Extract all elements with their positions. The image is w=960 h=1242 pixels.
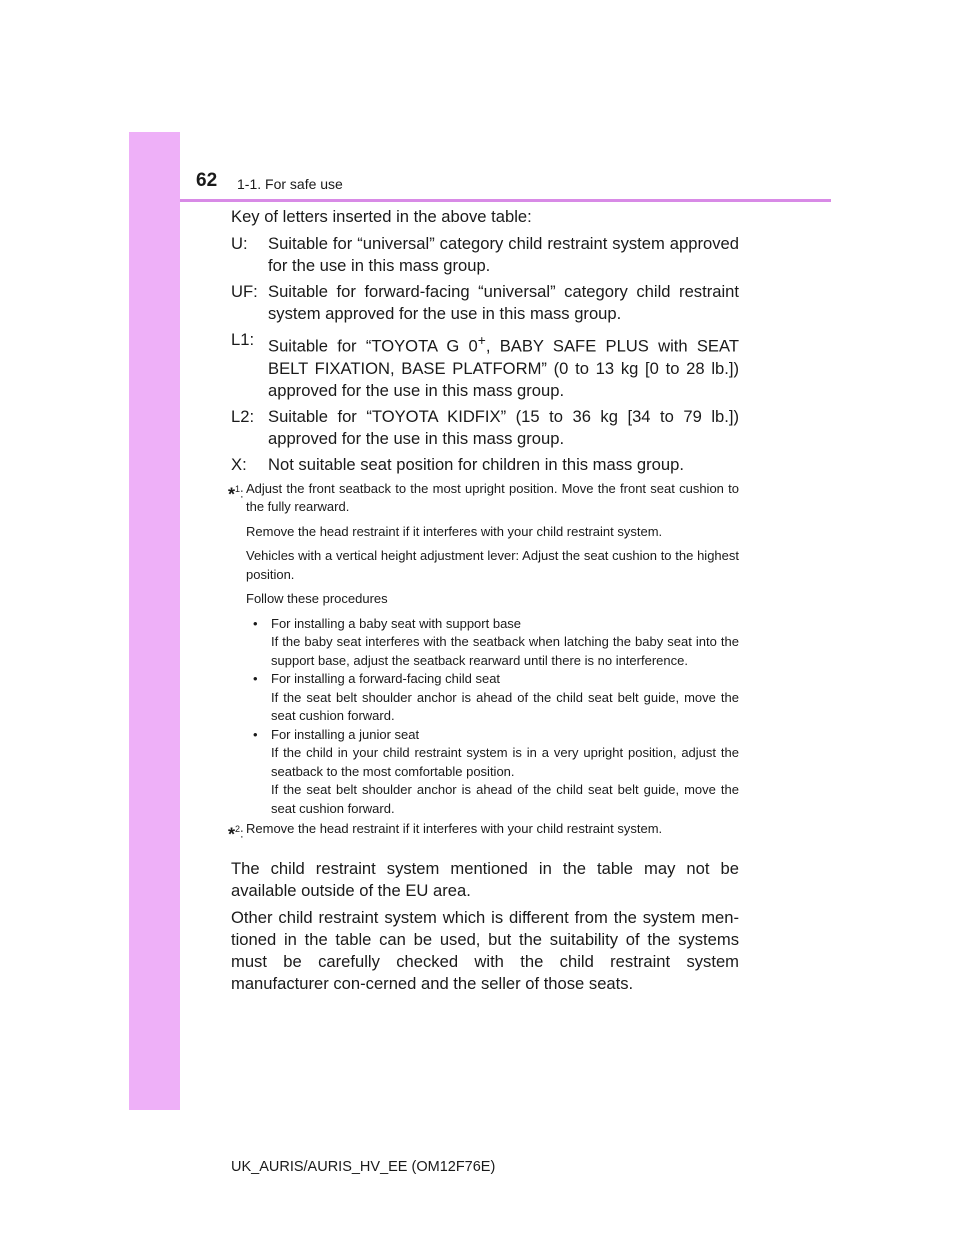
procedure-line: If the baby seat interferes with the seatback when latching the baby seat into the support base, adjust the seatback rearward until there is no interference.	[271, 634, 739, 668]
footnote-number: 1	[235, 483, 241, 494]
footnote-number: 2	[235, 824, 241, 835]
key-item-uf	[231, 281, 739, 325]
footnote-2	[228, 820, 739, 845]
asterisk: *	[228, 824, 236, 845]
procedure-title: For installing a baby seat with support base	[271, 615, 522, 631]
section-title: 1-1. For safe use	[237, 176, 343, 192]
key-desc: Suitable for “universal” category child restraint system approved for the use in this mass group.	[268, 234, 739, 275]
key-desc-part: Suitable for “TOYOTA G 0	[268, 336, 478, 356]
footnote-body	[246, 820, 739, 844]
procedure-line: If the seat belt shoulder anchor is ahead of the child seat belt guide, move the seat cushion forward.	[271, 689, 739, 724]
procedure-text	[271, 726, 739, 819]
key-desc: Suitable for forward-facing “universal” category child restraint system approved for the use in this mass group.	[268, 282, 739, 323]
footnote-colon: :	[240, 484, 244, 500]
footnote-marker	[228, 820, 246, 844]
procedure-item	[246, 670, 739, 726]
procedure-line: If the seat belt shoulder anchor is ahead of the child seat belt guide, move the seat cushion forward.	[271, 782, 739, 816]
key-item-l2	[231, 406, 739, 450]
bullet-icon: •	[253, 671, 258, 687]
asterisk: *	[228, 483, 236, 504]
key-intro: Key of letters inserted in the above table:	[231, 207, 532, 226]
page-number: 62	[196, 170, 218, 191]
procedure-title: For installing a junior seat	[271, 726, 420, 742]
footnote-para: Follow these procedures	[246, 591, 388, 607]
key-desc-part: , BABY SAFE PLUS with SEAT BELT FIXATION, BASE PLATFORM” (0 to 13 kg [0 to 28 lb.]) approved for the use in this mass group.	[268, 336, 739, 400]
header-rule	[180, 199, 831, 202]
key-item-x	[231, 454, 739, 476]
key-desc	[268, 329, 739, 402]
superscript-plus: +	[477, 332, 486, 348]
page-content	[228, 206, 739, 1000]
footnote-body	[246, 480, 739, 819]
key-code: U:	[231, 234, 248, 253]
procedure-item	[246, 726, 739, 819]
key-item-u	[231, 233, 739, 277]
footnote-marker	[228, 480, 246, 819]
side-tab-bar	[129, 132, 180, 1110]
key-code: L2:	[231, 406, 255, 426]
footnote-1	[228, 480, 739, 819]
key-desc: Not suitable seat position for children in this mass group.	[268, 454, 684, 474]
procedure-item	[246, 615, 739, 671]
procedure-title: For installing a forward-facing child seat	[271, 671, 501, 687]
key-code: L1:	[231, 330, 255, 349]
footnote-para: Adjust the front seatback to the most upright position. Move the front seat cushion to the fully rearward.	[246, 480, 739, 515]
footnote-para: Remove the head restraint if it interferes with your child restraint system.	[246, 523, 663, 539]
footnote-para: Remove the head restraint if it interferes with your child restraint system.	[246, 821, 663, 837]
body-paragraph: The child restraint system mentioned in the table may not be available outside of the EU area.	[231, 858, 739, 900]
footnote-colon: :	[240, 825, 244, 841]
bullet-icon: •	[253, 615, 258, 631]
procedure-text	[271, 615, 739, 671]
footnote-para: Vehicles with a vertical height adjustment lever: Adjust the seat cushion to the highest position.	[246, 548, 739, 582]
key-desc: Suitable for “TOYOTA KIDFIX” (15 to 36 kg [34 to 79 lb.]) approved for the use in this mass group.	[268, 406, 739, 448]
key-item-l1	[231, 329, 739, 402]
procedure-line: If the child in your child restraint system is in a very upright position, adjust the seatback to the most comfortable position.	[271, 745, 739, 779]
footer-doc-code: UK_AURIS/AURIS_HV_EE (OM12F76E)	[231, 1159, 496, 1175]
key-code: X:	[231, 454, 247, 474]
bullet-icon: •	[253, 726, 258, 742]
procedure-text	[271, 670, 739, 726]
body-paragraph: Other child restraint system which is different from the system men-tioned in the table can be used, but the suitability of the systems must be carefully checked with the child restraint system manufacturer con-cerned and the seller of those seats.	[231, 907, 739, 993]
key-code: UF:	[231, 282, 258, 301]
closing-section	[231, 858, 739, 995]
